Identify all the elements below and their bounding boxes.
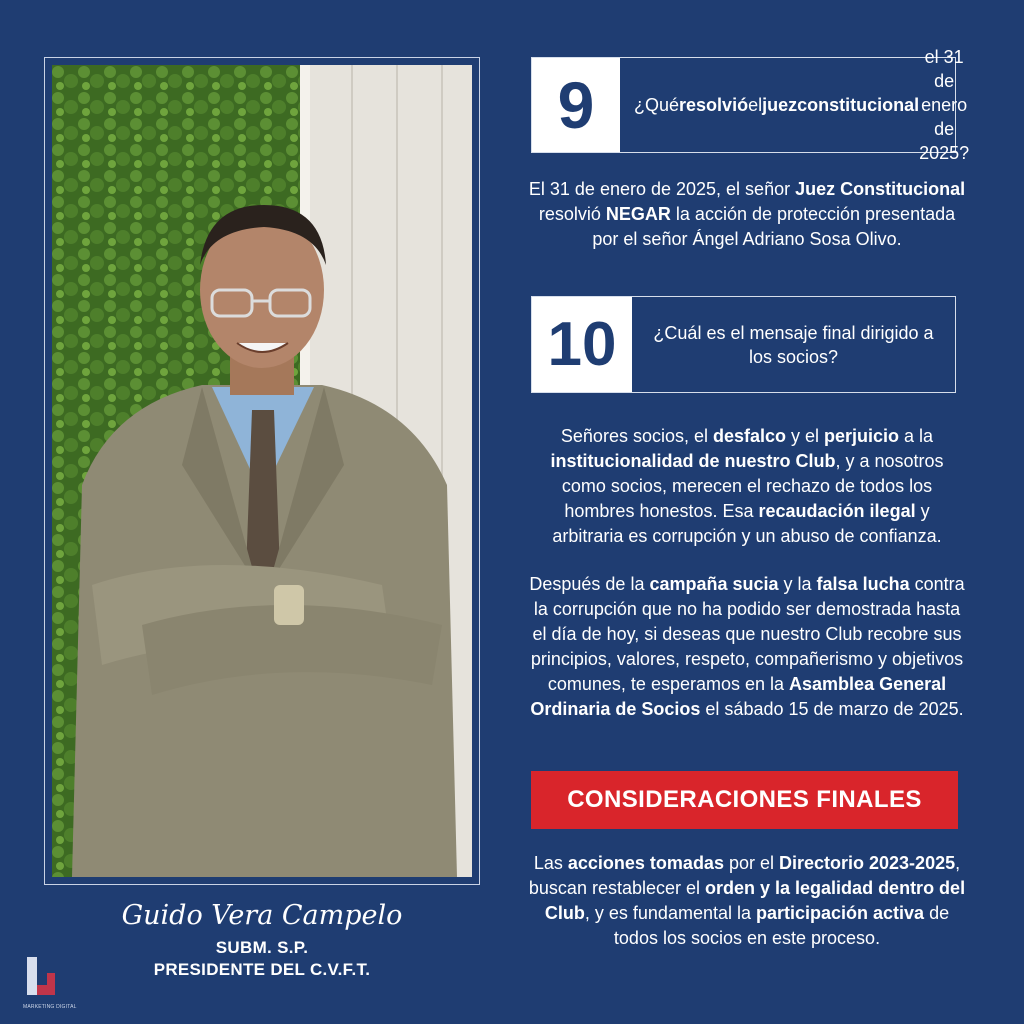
final-considerations-banner: CONSIDERACIONES FINALES	[531, 771, 958, 829]
portrait-photo	[52, 65, 472, 877]
emphasis-text: Juez Constitucional	[795, 179, 966, 199]
answer-10-paragraph-1: Señores socios, el desfalco y el perjuicio a la institucionalidad de nuestro Club, y a nosotros como socios, merecen el rechazo de todos los hombres honestos. Esa recaudación ilegal y arbitraria es corrupción y un abuso de confianza.	[550, 426, 944, 546]
person-role-line2: PRESIDENTE DEL C.V.F.T.	[153, 960, 371, 979]
emphasis-text: constitucional	[797, 95, 920, 115]
emphasis-text: orden y la legalidad dentro del Club	[544, 878, 966, 923]
question-10-box	[531, 296, 956, 393]
emphasis-text: Asamblea General Ordinaria de Socios	[530, 674, 947, 719]
question-9-number: 9	[532, 58, 620, 152]
answer-9-text: El 31 de enero de 2025, el señor Juez Constitucional resolvió NEGAR la acción de protección presentada por el señor Ángel Adriano Sosa Olivo.	[528, 179, 966, 249]
emphasis-text: desfalco	[712, 426, 787, 446]
question-10-text: ¿Cuál es el mensaje final dirigido a los socios?	[653, 322, 934, 367]
question-10-number: 10	[532, 297, 632, 392]
emphasis-text: campaña sucia	[649, 574, 779, 594]
emphasis-text: resolvió	[679, 95, 749, 115]
emphasis-text: acciones tomadas	[567, 853, 724, 873]
emphasis-text: perjuicio	[824, 426, 900, 446]
person-role-line1: SUBM. S.P.	[215, 938, 309, 957]
emphasis-text: institucionalidad de nuestro Club	[550, 451, 836, 471]
emphasis-text: Directorio 2023-2025	[779, 853, 956, 873]
brand-logo-icon	[25, 955, 57, 1003]
question-9-text: ¿Qué resolvió el juez constitucional el 31 de enero de 2025?	[634, 47, 970, 163]
emphasis-text: NEGAR	[605, 204, 671, 224]
final-considerations-text: Las acciones tomadas por el Directorio 2023-2025, buscan restablecer el orden y la legalidad dentro del Club, y es fundamental la participación activa de todos los socios en este proceso.	[528, 853, 966, 948]
emphasis-text: juez	[762, 95, 798, 115]
emphasis-text: falsa lucha	[816, 574, 910, 594]
emphasis-text: recaudación ilegal	[758, 501, 916, 521]
brand-logo-text: MARKETING DIGITAL	[23, 1004, 77, 1010]
emphasis-text: participación activa	[756, 903, 925, 923]
portrait-illustration	[52, 65, 472, 877]
person-name: Guido Vera Campelo	[121, 900, 403, 931]
answer-10-paragraph-2: Después de la campaña sucia y la falsa lucha contra la corrupción que no ha podido ser demostrada hasta el día de hoy, si deseas que nuestro Club recobre sus principios, valores, respeto, compañerismo y objetivos comunes, te esperamos en la Asamblea General Ordinaria de Socios el sábado 15 de marzo de 2025.	[529, 574, 965, 719]
question-9-box	[531, 47, 970, 163]
